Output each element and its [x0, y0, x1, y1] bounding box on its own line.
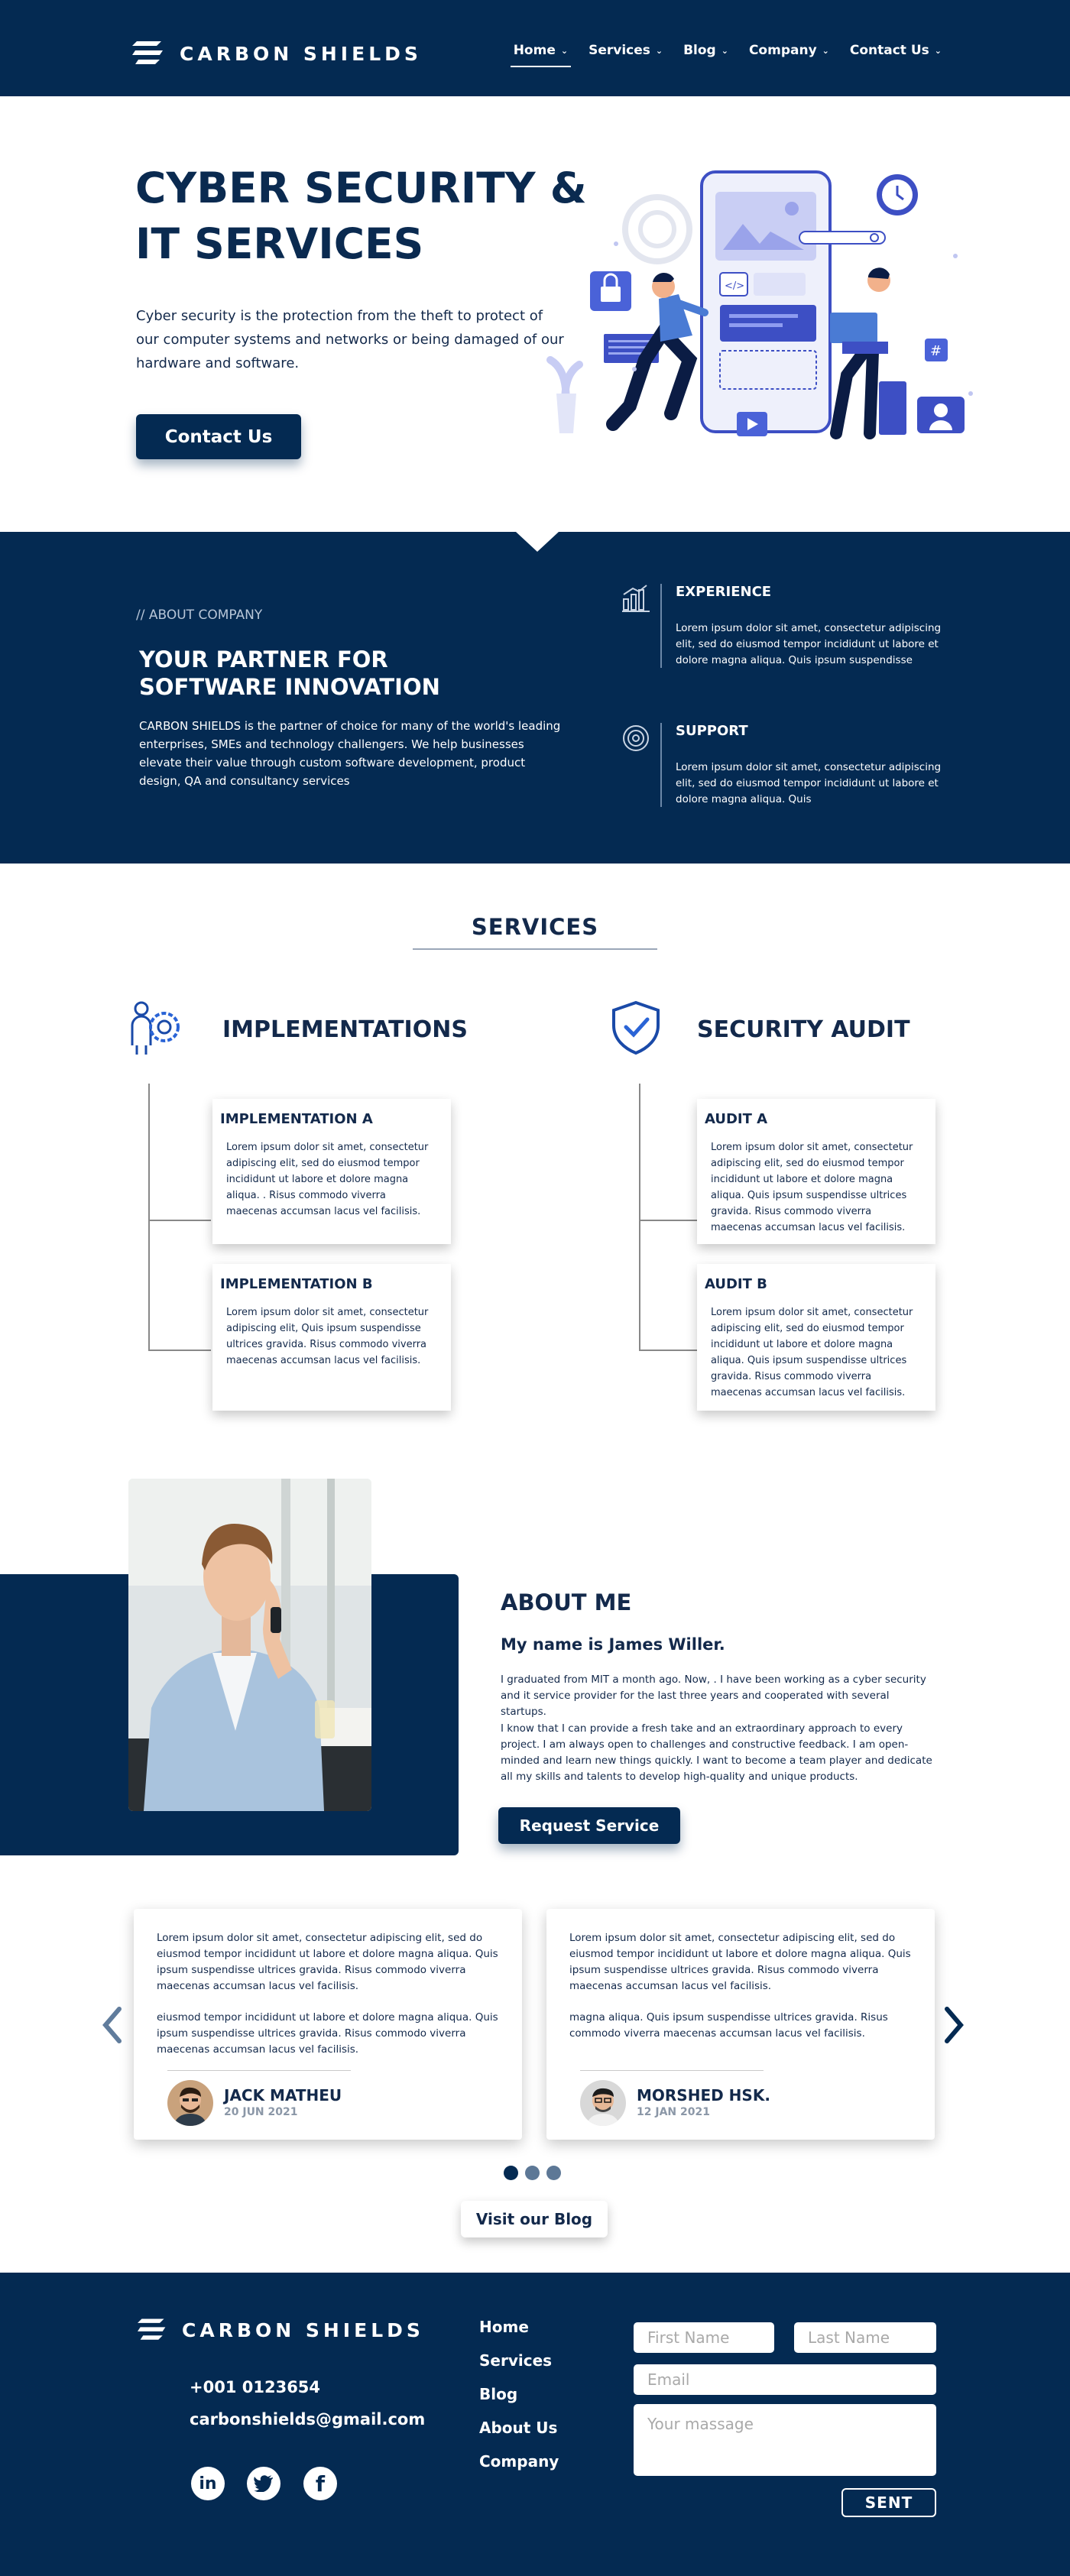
carousel-dot[interactable] — [546, 2166, 561, 2180]
testimonial-text: magna aliqua. Quis ipsum suspendisse ultrices gravida. Risus commodo viverra maecenas accumsan lacus vel facilisis. — [569, 2011, 888, 2040]
nav-home-label: Home — [513, 43, 556, 58]
testimonial-text: Lorem ipsum dolor sit amet, consectetur adipiscing elit, sed do eiusmod tempor incididunt ut labore et dolore magna aliqua. Quis ipsum suspendisse ultrices gravida. Risus commodo viverra maecenas accumsan lacus vel facilisis. — [157, 1932, 498, 1992]
service-card-implementation-b[interactable] — [212, 1264, 451, 1411]
brand-name: CARBON SHIELDS — [182, 2318, 424, 2341]
hero-text: Cyber security is the protection from the theft to protect of our computer systems and networks or being damaged of our hardware and software. — [136, 308, 564, 371]
chevron-down-icon: ⌄ — [655, 45, 663, 56]
feature-text: Lorem ipsum dolor sit amet, consectetur adipiscing elit, sed do eiusmod tempor incididunt ut labore et dolore magna aliqua. Quis — [676, 761, 942, 805]
nav-blog-label: Blog — [683, 43, 716, 58]
svg-text:#: # — [930, 343, 942, 359]
card-text: Lorem ipsum dolor sit amet, consectetur adipiscing elit, sed do eiusmod tempor incididunt ut labore et dolore magna aliqua. Quis ipsum suspendisse ultrices gravida. Risus commodo viverra maecenas accumsan lacus vel facilisis. — [711, 1142, 913, 1233]
about-me-para1: I graduated from MIT a month ago. Now, . I have been working as a cyber security and it service provider for the last three years and cooperated with several startups. — [501, 1674, 926, 1718]
footer-link-company[interactable]: Company — [479, 2452, 559, 2471]
about-me-subtitle: My name is James Willer. — [501, 1635, 725, 1654]
visit-blog-button[interactable]: Visit our Blog — [461, 2201, 608, 2237]
service-card-audit-a[interactable] — [697, 1099, 935, 1244]
linkedin-icon[interactable]: in — [191, 2467, 225, 2500]
avatar — [167, 2080, 213, 2126]
nav-services[interactable] — [588, 43, 663, 66]
brand-name: CARBON SHIELDS — [180, 42, 422, 65]
card-text: Lorem ipsum dolor sit amet, consectetur adipiscing elit, sed do eiusmod tempor incididunt ut labore et dolore magna aliqua. Quis ipsum suspendisse ultrices gravida. Risus commodo viverra maecenas accumsan lacus vel facilisis. — [711, 1307, 913, 1398]
nav-contact[interactable] — [850, 43, 942, 66]
hero-illustration — [543, 164, 986, 447]
testimonial-text: Lorem ipsum dolor sit amet, consectetur adipiscing elit, sed do eiusmod tempor incididunt ut labore et dolore magna aliqua. Quis ipsum suspendisse ultrices gravida. Risus commodo viverra maecenas accumsan lacus vel facilisis. — [569, 1932, 911, 1992]
tree-connector — [639, 1084, 640, 1351]
carousel-dots — [504, 2166, 561, 2180]
tree-connector — [639, 1350, 699, 1351]
testimonial-date: 12 JAN 2021 — [637, 2106, 710, 2118]
testimonial-date: 20 JUN 2021 — [224, 2106, 298, 2118]
feature-text: Lorem ipsum dolor sit amet, consectetur adipiscing elit, sed do eiusmod tempor incididunt ut labore et dolore magna aliqua. Quis ipsum suspendisse — [676, 622, 942, 666]
twitter-icon[interactable] — [247, 2467, 280, 2500]
brand-logo[interactable] — [132, 38, 422, 69]
feature-divider — [660, 723, 662, 807]
chevron-right-icon[interactable] — [944, 2006, 964, 2044]
chevron-down-icon: ⌄ — [721, 45, 728, 56]
testimonial-divider — [167, 2070, 351, 2071]
service-card-implementation-a[interactable] — [212, 1099, 451, 1244]
support-target-icon — [621, 723, 651, 753]
main-nav — [514, 43, 942, 66]
testimonial-text: eiusmod tempor incididunt ut labore et dolore magna aliqua. Quis ipsum suspendisse ultrices gravida. Risus commodo viverra maecenas accumsan lacus vel facilisis. — [157, 2011, 498, 2056]
chart-experience-icon — [621, 584, 651, 614]
testimonial-divider — [580, 2070, 764, 2071]
tree-connector — [148, 1220, 211, 1221]
testimonial-name: JACK MATHEU — [224, 2086, 342, 2105]
nav-company[interactable] — [749, 43, 829, 66]
carousel-dot[interactable] — [525, 2166, 540, 2180]
footer-link-home[interactable]: Home — [479, 2318, 529, 2336]
footer-link-services[interactable]: Services — [479, 2351, 553, 2370]
shield-check-icon — [608, 1000, 664, 1056]
avatar — [580, 2080, 626, 2126]
services-underline — [413, 948, 657, 950]
nav-contact-label: Contact Us — [849, 43, 929, 58]
nav-services-label: Services — [588, 43, 650, 58]
feature-support — [621, 723, 949, 815]
chevron-left-icon[interactable] — [102, 2006, 122, 2044]
service-card-audit-b[interactable] — [697, 1264, 935, 1411]
card-title: IMPLEMENTATION A — [220, 1111, 373, 1127]
security-audit-title: SECURITY AUDIT — [697, 1016, 910, 1043]
about-title-line1: YOUR PARTNER FOR — [139, 646, 388, 672]
chevron-down-icon: ⌄ — [560, 45, 569, 56]
about-text: CARBON SHIELDS is the partner of choice for many of the world's leading enterprises, SMEs and technology challengers. We help businesses elevate their value through custom software development, product design, QA and consultancy services — [139, 719, 561, 788]
shield-stack-icon — [132, 38, 166, 69]
svg-text:</>: </> — [725, 280, 745, 292]
message-field[interactable] — [634, 2404, 936, 2476]
contact-us-button[interactable]: Contact Us — [136, 414, 301, 459]
shield-stack-icon — [138, 2315, 168, 2344]
carousel-dot[interactable] — [504, 2166, 518, 2180]
testimonial-card — [546, 1909, 935, 2140]
services-title: SERVICES — [471, 914, 599, 940]
feature-divider — [660, 584, 662, 668]
card-title: AUDIT B — [705, 1276, 767, 1292]
tree-connector — [148, 1084, 150, 1351]
testimonial-card — [134, 1909, 522, 2140]
feature-title: SUPPORT — [676, 723, 748, 739]
footer-email[interactable]: carbonshields@gmail.com — [190, 2410, 426, 2429]
about-me-para2: I know that I can provide a fresh take and an extraordinary approach to every project. I am always open to challenges and constructive feedback. I am open-minded and learn new things quickly. I want to become a team player and dedicate all my skills and talents to develop high-quality and unique products. — [501, 1722, 932, 1783]
section-notch — [516, 532, 559, 552]
profile-photo — [128, 1479, 371, 1811]
chevron-down-icon: ⌄ — [822, 45, 829, 56]
nav-company-label: Company — [748, 43, 817, 58]
card-text: Lorem ipsum dolor sit amet, consectetur adipiscing elit, Quis ipsum suspendisse ultrices gravida. Risus commodo viverra maecenas accumsan lacus vel facilisis. — [226, 1307, 429, 1366]
nav-home[interactable] — [514, 43, 568, 66]
feature-title: EXPERIENCE — [676, 584, 772, 600]
send-button[interactable]: SENT — [841, 2488, 936, 2517]
footer-logo[interactable] — [138, 2315, 424, 2344]
chevron-down-icon: ⌄ — [934, 45, 942, 56]
card-title: AUDIT A — [705, 1111, 768, 1127]
about-title-line2: SOFTWARE INNOVATION — [139, 674, 440, 700]
request-service-button[interactable]: Request Service — [498, 1807, 680, 1844]
first-name-field[interactable] — [634, 2322, 774, 2353]
card-title: IMPLEMENTATION B — [220, 1276, 373, 1292]
about-title — [139, 646, 440, 701]
people-settings-icon — [128, 1000, 184, 1056]
feature-experience — [621, 584, 949, 676]
nav-blog[interactable] — [683, 43, 728, 66]
footer-link-about[interactable]: About Us — [479, 2419, 558, 2437]
about-me-title: ABOUT ME — [501, 1589, 632, 1615]
last-name-field[interactable] — [794, 2322, 936, 2353]
tree-connector — [639, 1220, 699, 1221]
implementations-title: IMPLEMENTATIONS — [222, 1016, 468, 1043]
facebook-icon[interactable]: f — [303, 2467, 337, 2500]
card-text: Lorem ipsum dolor sit amet, consectetur adipiscing elit, sed do eiusmod tempor incididunt ut labore et dolore magna aliqua. . Risus commodo viverra maecenas accumsan lacus vel facilisis. — [226, 1142, 429, 1217]
footer-links — [479, 2318, 559, 2471]
footer-phone[interactable]: +001 0123654 — [190, 2378, 321, 2396]
hero-title-line1: CYBER SECURITY & — [135, 164, 587, 212]
email-field[interactable] — [634, 2364, 936, 2395]
testimonial-name: MORSHED HSK. — [637, 2086, 770, 2105]
site-header — [0, 0, 1070, 96]
hero-title — [135, 160, 587, 272]
footer-link-blog[interactable]: Blog — [479, 2385, 518, 2403]
about-kicker: // ABOUT COMPANY — [136, 608, 263, 623]
tree-connector — [148, 1350, 211, 1351]
hero-title-line2: IT SERVICES — [135, 219, 424, 268]
